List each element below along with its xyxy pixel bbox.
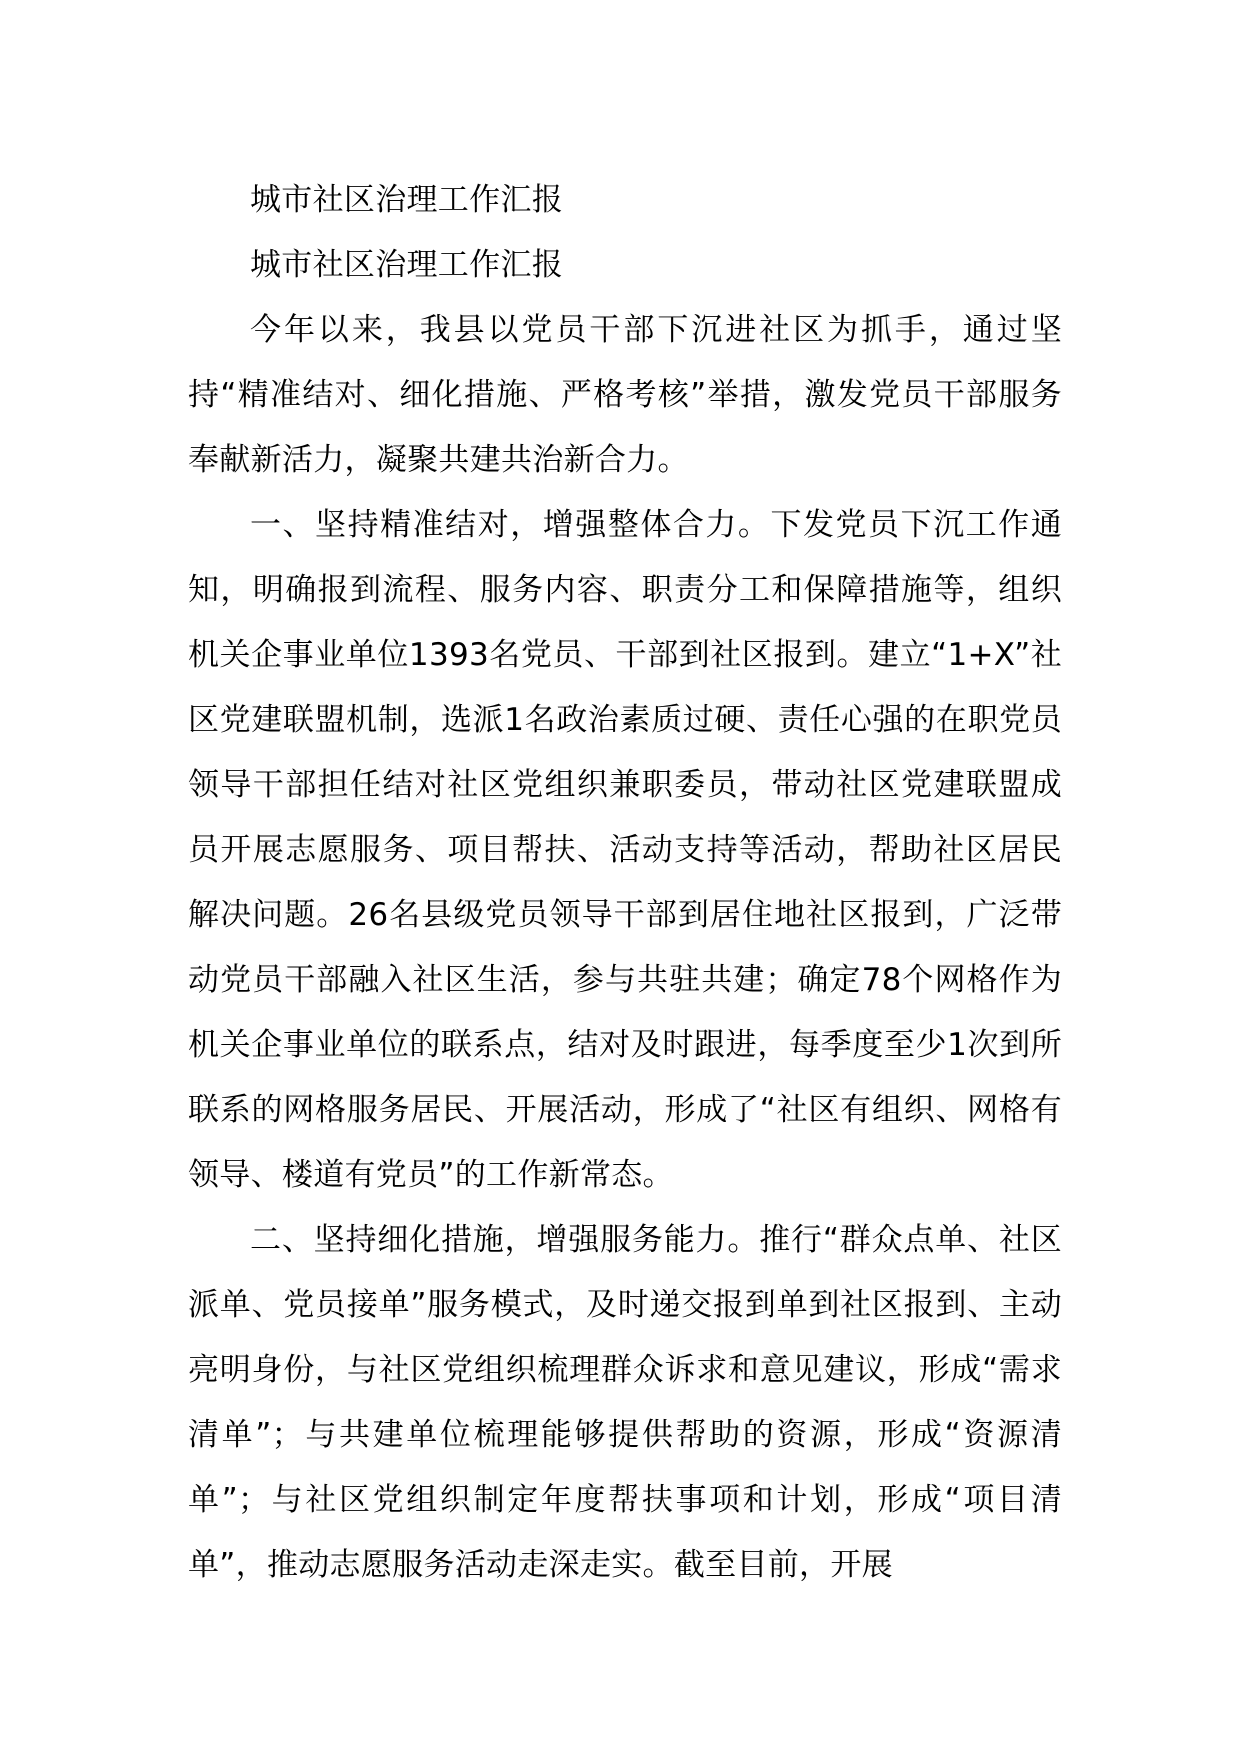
document-title: 城市社区治理工作汇报 — [250, 182, 563, 218]
intro-paragraph: 今年以来，我县以党员干部下沉进社区为抓手，通过坚持“精准结对、细化措施、严格考核”举措，激发党员干部服务奉献新活力，凝聚共建共治新合力。 — [188, 312, 1062, 478]
section-two-paragraph: 二、坚持细化措施，增强服务能力。推行“群众点单、社区派单、党员接单”服务模式，及时递交报到单到社区报到、主动亮明身份，与社区党组织梳理群众诉求和意见建议，形成“需求清单”；与共建单位梳理能够提供帮助的资源，形成“资源清单”；与社区党组织制定年度帮扶事项和计划，形成“项目清单”，推动志愿服务活动走深走实。截至目前，开展 — [188, 1222, 1062, 1583]
document-subtitle: 城市社区治理工作汇报 — [250, 247, 563, 283]
document-body — [188, 168, 1062, 1598]
section-one-paragraph: 一、坚持精准结对，增强整体合力。下发党员下沉工作通知，明确报到流程、服务内容、职责分工和保障措施等，组织机关企事业单位1393名党员、干部到社区报到。建立“1+X”社区党建联盟机制，选派1名政治素质过硬、责任心强的在职党员领导干部担任结对社区党组织兼职委员，带动社区党建联盟成员开展志愿服务、项目帮扶、活动支持等活动，帮助社区居民解决问题。26名县级党员领导干部到居住地社区报到，广泛带动党员干部融入社区生活，参与共驻共建；确定78个网格作为机关企事业单位的联系点，结对及时跟进，每季度至少1次到所联系的网格服务居民、开展活动，形成了“社区有组织、网格有领导、楼道有党员”的工作新常态。 — [188, 507, 1062, 1193]
